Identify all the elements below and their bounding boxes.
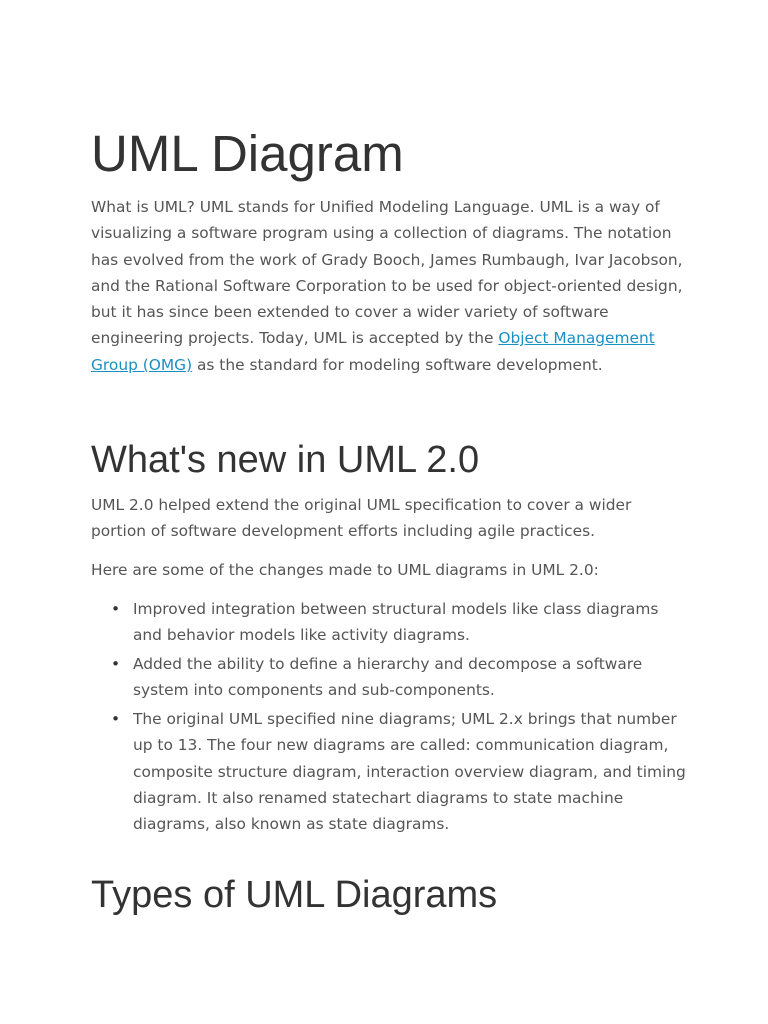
list-item-text: Improved integration between structural models like class diagrams and behavior models like activity diagrams. [133, 600, 659, 645]
changes-list [91, 596, 691, 840]
list-item [91, 596, 691, 649]
page-title: UML Diagram [91, 125, 404, 182]
bullet-icon: • [111, 655, 121, 674]
bullet-icon: • [111, 600, 121, 618]
changes-intro-paragraph: Here are some of the changes made to UML diagrams in UML 2.0: [91, 561, 599, 579]
section-heading-types: Types of UML Diagrams [91, 874, 498, 916]
section-heading-whats-new: What's new in UML 2.0 [91, 439, 480, 481]
list-item-text: Added the ability to define a hierarchy and decompose a software system into components and sub-components. [133, 655, 643, 700]
bullet-icon: • [111, 710, 121, 729]
intro-text-after-link: as the standard for modeling software development. [192, 355, 603, 374]
list-item [91, 706, 691, 837]
intro-text-before-link: What is UML? UML stands for Unified Modeling Language. UML is a way of visualizing a software program using a collection of diagrams. The notation has evolved from the work of Grady Booch, James Rumbaugh, Ivar Jacobson, and the Rational Software Corporation to be used for object-oriented design, but it has since been extended to cover a wider variety of software engineering projects. Today, UML is accepted by the [91, 198, 683, 348]
intro-paragraph [91, 194, 683, 378]
list-item [91, 651, 691, 704]
omg-link[interactable]: Object Management Group (OMG) [91, 329, 655, 374]
list-item-text: The original UML specified nine diagrams; UML 2.x brings that number up to 13. The four new diagrams are called: communication diagram, composite structure diagram, interaction overview diagram, and timing diagram. It also renamed statechart diagrams to state machine diagrams, also known as state diagrams. [133, 710, 686, 834]
uml2-summary-paragraph: UML 2.0 helped extend the original UML specification to cover a wider portion of software development efforts including agile practices. [91, 496, 632, 541]
